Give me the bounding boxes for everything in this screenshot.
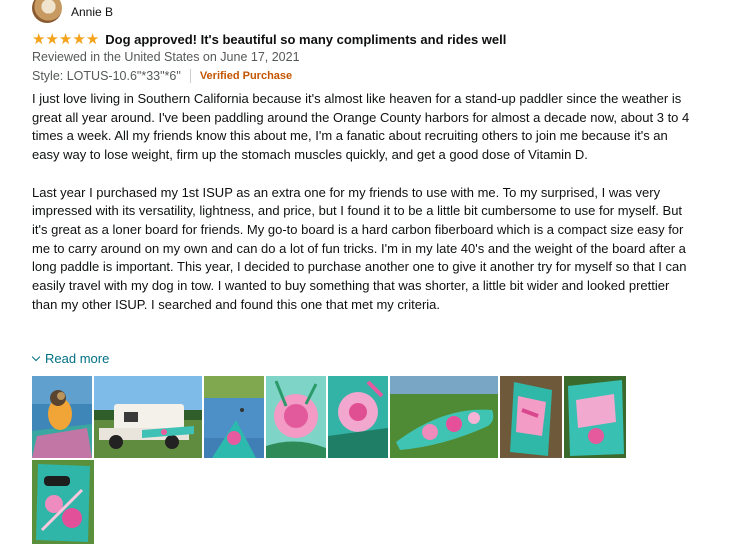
dog-on-board-photo (32, 376, 92, 458)
board-deck-photo (564, 376, 626, 458)
review-image-thumbnail[interactable] (390, 376, 498, 458)
paddling-on-lake-photo (204, 376, 264, 458)
star-icon: ★ (32, 30, 46, 48)
board-top-view-photo (32, 460, 94, 544)
review-body (32, 90, 692, 346)
truck-camper-photo (94, 376, 202, 458)
review-image-thumbnail[interactable] (328, 376, 388, 458)
star-icon: ★ (85, 30, 100, 48)
star-icon: ★ (58, 30, 73, 48)
chevron-down-icon (32, 353, 40, 361)
board-pattern-photo (328, 376, 388, 458)
read-more-link[interactable] (32, 351, 109, 366)
review-header (32, 0, 113, 24)
review-title[interactable]: Dog approved! It's beautiful so many compliments and rides well (105, 31, 507, 47)
review-image-thumbnail[interactable] (204, 376, 264, 458)
text-fade-overlay (32, 322, 692, 348)
star-icon: ★ (45, 30, 59, 48)
review-image-thumbnail[interactable] (32, 460, 94, 544)
divider (190, 69, 191, 83)
review-paragraph: Last year I purchased my 1st ISUP as an extra one for my friends to use with me. To my surprised, I was very impressed with its versatility, lightness, and price, but I found it to be a little bit cumbersome to use for myself. But it's great as a loner board for friends. My go-to board is a hard carbon fiberboard which is a compact size easy for me to carry around on my own and can do a lot of fun tricks. I'm in my late 40's and the weight of the board after a long paddle is important. This year, I decided to purchase another one to give it another try for myself so that I can easily travel with my dog in tow. I wanted to buy something that was shorter, a little bit wider and looked prettier than my other ISUP. I searched and found this one that met my criteria. (32, 184, 687, 312)
review-image-thumbnail[interactable] (564, 376, 626, 458)
review-paragraph: I just love living in Southern California because it's almost like heaven for a stand-up paddler since the weather is great all year around. I've been paddling around the Orange County harbors for almost a decade now, about 3 to 4 times a week. All my friends know this about me, I'm a fanatic about recruiting others to join me because it's an easy way to lose weight, firm up the stomach muscles quickly, and get a good dose of Vitamin D. (32, 91, 690, 163)
review-image-thumbnail[interactable] (32, 376, 92, 458)
review-image-thumbnail[interactable] (94, 376, 202, 458)
review-date: Reviewed in the United States on June 17, 2021 (32, 50, 300, 64)
style-row (32, 69, 292, 83)
avatar[interactable] (32, 0, 62, 23)
board-on-grass-photo (390, 376, 498, 458)
review-image-thumbnail[interactable] (500, 376, 562, 458)
star-icon: ★ (72, 30, 86, 48)
board-lotus-closeup-photo (266, 376, 326, 458)
review-image-thumbnail[interactable] (266, 376, 326, 458)
read-more-label: Read more (45, 351, 110, 366)
verified-purchase-badge: Verified Purchase (199, 70, 293, 82)
star-rating[interactable] (32, 32, 99, 47)
reviewer-name[interactable]: Annie B (71, 5, 114, 19)
review-title-row (32, 30, 506, 48)
style-label[interactable]: Style: LOTUS-10.6"*33"*6" (32, 69, 181, 83)
board-fins-photo (500, 376, 562, 458)
